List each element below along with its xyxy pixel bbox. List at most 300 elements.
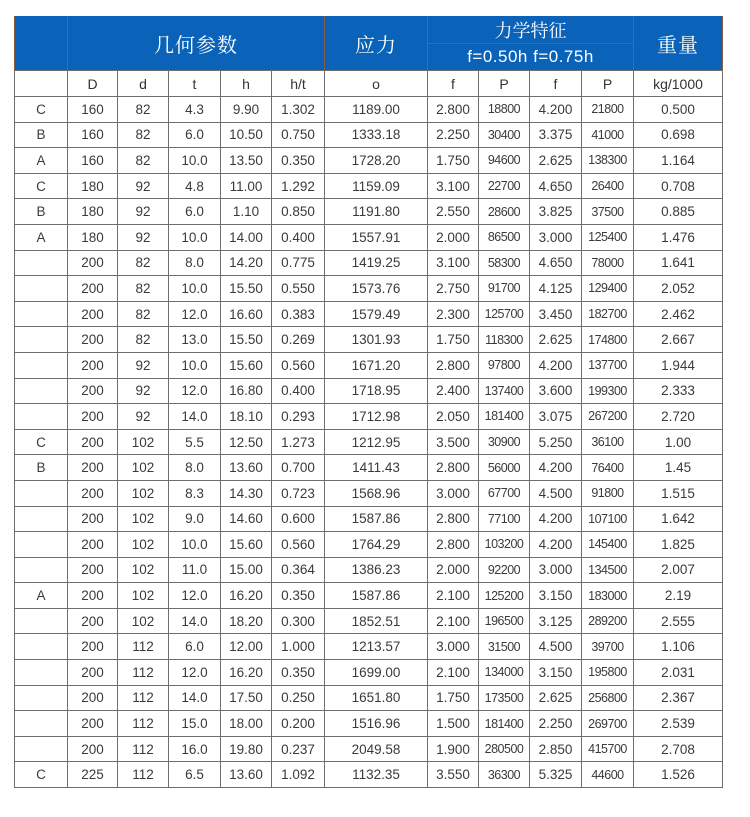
cell-ht: 0.200 <box>272 711 325 737</box>
cell-D: 180 <box>68 173 118 199</box>
table-row <box>15 327 723 353</box>
cell-f2: 2.250 <box>530 711 582 737</box>
cell-P1: 91700 <box>479 276 530 302</box>
table-row <box>15 506 723 532</box>
cell-d: 102 <box>118 506 169 532</box>
cell-sigma: 1301.93 <box>325 327 428 353</box>
cell-sigma: 1718.95 <box>325 378 428 404</box>
cell-P1: 181400 <box>479 711 530 737</box>
cell-f1: 3.100 <box>428 250 479 276</box>
cell-d: 82 <box>118 122 169 148</box>
cell-f2: 3.000 <box>530 224 582 250</box>
cell-D: 225 <box>68 762 118 788</box>
cell-P1: 28600 <box>479 199 530 225</box>
cell-weight: 2.052 <box>634 276 723 302</box>
cell-P1: 137400 <box>479 378 530 404</box>
cell-h: 12.00 <box>221 634 272 660</box>
cell-t: 12.0 <box>169 301 221 327</box>
cell-d: 102 <box>118 480 169 506</box>
cell-ht: 0.560 <box>272 532 325 558</box>
cell-d: 82 <box>118 148 169 174</box>
cell-h: 9.90 <box>221 97 272 123</box>
cell-f1: 2.050 <box>428 404 479 430</box>
cell-P2: 78000 <box>582 250 634 276</box>
table-body <box>15 97 723 788</box>
cell-t: 10.0 <box>169 224 221 250</box>
cell-t: 4.8 <box>169 173 221 199</box>
cell-d: 92 <box>118 173 169 199</box>
cell-P2: 107100 <box>582 506 634 532</box>
cell-D: 200 <box>68 429 118 455</box>
table-row <box>15 455 723 481</box>
cell-weight: 2.462 <box>634 301 723 327</box>
cell-P2: 267200 <box>582 404 634 430</box>
cell-t: 14.0 <box>169 685 221 711</box>
cell-d: 102 <box>118 532 169 558</box>
cell-P1: 125700 <box>479 301 530 327</box>
cell-ht: 0.300 <box>272 608 325 634</box>
cell-ht: 0.237 <box>272 736 325 762</box>
cell-P2: 199300 <box>582 378 634 404</box>
cell-sigma: 2049.58 <box>325 736 428 762</box>
cell-D: 200 <box>68 685 118 711</box>
cell-d: 112 <box>118 736 169 762</box>
cell-h: 1.10 <box>221 199 272 225</box>
cell-h: 18.10 <box>221 404 272 430</box>
cell-series: C <box>15 173 68 199</box>
cell-D: 200 <box>68 352 118 378</box>
cell-P1: 58300 <box>479 250 530 276</box>
cell-sigma: 1213.57 <box>325 634 428 660</box>
table-row <box>15 199 723 225</box>
cell-D: 200 <box>68 711 118 737</box>
cell-sigma: 1411.43 <box>325 455 428 481</box>
table-row <box>15 97 723 123</box>
cell-series <box>15 557 68 583</box>
cell-f2: 3.825 <box>530 199 582 225</box>
cell-ht: 0.700 <box>272 455 325 481</box>
cell-D: 200 <box>68 608 118 634</box>
cell-h: 14.00 <box>221 224 272 250</box>
cell-d: 102 <box>118 608 169 634</box>
cell-ht: 0.364 <box>272 557 325 583</box>
cell-h: 19.80 <box>221 736 272 762</box>
cell-sigma: 1728.20 <box>325 148 428 174</box>
cell-P1: 94600 <box>479 148 530 174</box>
table-row <box>15 711 723 737</box>
cell-D: 160 <box>68 122 118 148</box>
cell-sigma: 1386.23 <box>325 557 428 583</box>
header-mechanics: 力学特征 <box>428 16 634 44</box>
cell-P1: 31500 <box>479 634 530 660</box>
cell-weight: 2.667 <box>634 327 723 353</box>
cell-d: 82 <box>118 276 169 302</box>
header-stress: 应力 <box>325 16 428 71</box>
cell-f1: 3.000 <box>428 480 479 506</box>
cell-h: 15.00 <box>221 557 272 583</box>
cell-ht: 0.550 <box>272 276 325 302</box>
cell-P1: 134000 <box>479 660 530 686</box>
table-row <box>15 634 723 660</box>
cell-f2: 4.200 <box>530 532 582 558</box>
cell-P2: 137700 <box>582 352 634 378</box>
cell-t: 6.0 <box>169 122 221 148</box>
cell-d: 92 <box>118 404 169 430</box>
cell-sigma: 1579.49 <box>325 301 428 327</box>
cell-sigma: 1516.96 <box>325 711 428 737</box>
cell-weight: 1.00 <box>634 429 723 455</box>
cell-f2: 4.200 <box>530 352 582 378</box>
cell-h: 15.60 <box>221 352 272 378</box>
cell-t: 8.3 <box>169 480 221 506</box>
cell-d: 112 <box>118 711 169 737</box>
cell-sigma: 1573.76 <box>325 276 428 302</box>
cell-sigma: 1852.51 <box>325 608 428 634</box>
cell-h: 11.00 <box>221 173 272 199</box>
cell-t: 15.0 <box>169 711 221 737</box>
cell-D: 200 <box>68 660 118 686</box>
cell-D: 200 <box>68 455 118 481</box>
cell-weight: 0.708 <box>634 173 723 199</box>
cell-h: 16.60 <box>221 301 272 327</box>
cell-f2: 4.200 <box>530 455 582 481</box>
table-row <box>15 736 723 762</box>
cell-sigma: 1212.95 <box>325 429 428 455</box>
cell-f2: 2.625 <box>530 685 582 711</box>
cell-series <box>15 608 68 634</box>
header-weight: 重量 <box>634 16 723 71</box>
cell-series <box>15 276 68 302</box>
cell-d: 82 <box>118 250 169 276</box>
cell-series <box>15 404 68 430</box>
cell-t: 10.0 <box>169 352 221 378</box>
cell-weight: 2.031 <box>634 660 723 686</box>
cell-P1: 67700 <box>479 480 530 506</box>
cell-sigma: 1651.80 <box>325 685 428 711</box>
cell-P2: 36100 <box>582 429 634 455</box>
table-row <box>15 762 723 788</box>
cell-series: C <box>15 762 68 788</box>
cell-sigma: 1333.18 <box>325 122 428 148</box>
cell-t: 6.0 <box>169 199 221 225</box>
cell-P2: 134500 <box>582 557 634 583</box>
cell-series <box>15 660 68 686</box>
cell-f1: 2.800 <box>428 352 479 378</box>
cell-D: 160 <box>68 97 118 123</box>
cell-weight: 0.885 <box>634 199 723 225</box>
cell-D: 180 <box>68 224 118 250</box>
cell-P1: 181400 <box>479 404 530 430</box>
cell-d: 112 <box>118 660 169 686</box>
cell-f1: 2.800 <box>428 506 479 532</box>
table-row <box>15 608 723 634</box>
cell-series: C <box>15 429 68 455</box>
cell-h: 13.60 <box>221 762 272 788</box>
cell-P2: 183000 <box>582 583 634 609</box>
cell-series: C <box>15 97 68 123</box>
cell-sigma: 1699.00 <box>325 660 428 686</box>
cell-h: 18.00 <box>221 711 272 737</box>
cell-series <box>15 634 68 660</box>
cell-h: 14.60 <box>221 506 272 532</box>
cell-P2: 145400 <box>582 532 634 558</box>
header-geometry: 几何参数 <box>68 16 325 71</box>
cell-f2: 4.500 <box>530 480 582 506</box>
cell-f1: 2.550 <box>428 199 479 225</box>
cell-P1: 36300 <box>479 762 530 788</box>
cell-d: 112 <box>118 685 169 711</box>
unit-ht: h/t <box>272 71 325 97</box>
cell-P2: 415700 <box>582 736 634 762</box>
cell-P1: 97800 <box>479 352 530 378</box>
cell-d: 102 <box>118 557 169 583</box>
cell-h: 16.20 <box>221 660 272 686</box>
cell-series <box>15 506 68 532</box>
cell-P2: 289200 <box>582 608 634 634</box>
cell-d: 112 <box>118 634 169 660</box>
cell-sigma: 1191.80 <box>325 199 428 225</box>
cell-t: 8.0 <box>169 250 221 276</box>
cell-series <box>15 480 68 506</box>
cell-ht: 0.750 <box>272 122 325 148</box>
cell-weight: 1.515 <box>634 480 723 506</box>
cell-P1: 22700 <box>479 173 530 199</box>
cell-series: B <box>15 199 68 225</box>
cell-P2: 125400 <box>582 224 634 250</box>
units-row <box>15 71 723 97</box>
cell-f1: 2.100 <box>428 660 479 686</box>
table-row <box>15 685 723 711</box>
cell-P2: 39700 <box>582 634 634 660</box>
cell-f2: 4.125 <box>530 276 582 302</box>
cell-sigma: 1132.35 <box>325 762 428 788</box>
cell-weight: 1.106 <box>634 634 723 660</box>
cell-series: A <box>15 224 68 250</box>
cell-series <box>15 378 68 404</box>
cell-P2: 195800 <box>582 660 634 686</box>
cell-f1: 2.000 <box>428 557 479 583</box>
cell-t: 5.5 <box>169 429 221 455</box>
table-row <box>15 352 723 378</box>
table-row <box>15 378 723 404</box>
cell-f1: 3.100 <box>428 173 479 199</box>
cell-P1: 280500 <box>479 736 530 762</box>
cell-h: 16.80 <box>221 378 272 404</box>
cell-D: 160 <box>68 148 118 174</box>
unit-f1: f <box>428 71 479 97</box>
cell-ht: 0.400 <box>272 224 325 250</box>
cell-D: 200 <box>68 327 118 353</box>
cell-weight: 1.825 <box>634 532 723 558</box>
cell-t: 9.0 <box>169 506 221 532</box>
table-row <box>15 583 723 609</box>
cell-f2: 3.075 <box>530 404 582 430</box>
table-row <box>15 404 723 430</box>
cell-series: B <box>15 455 68 481</box>
disc-spring-spec-table <box>14 16 723 788</box>
cell-f1: 2.750 <box>428 276 479 302</box>
cell-weight: 1.944 <box>634 352 723 378</box>
cell-D: 200 <box>68 557 118 583</box>
cell-sigma: 1587.86 <box>325 506 428 532</box>
cell-d: 92 <box>118 378 169 404</box>
cell-D: 200 <box>68 250 118 276</box>
cell-f2: 2.625 <box>530 327 582 353</box>
cell-f1: 2.000 <box>428 224 479 250</box>
cell-f1: 1.750 <box>428 685 479 711</box>
cell-f1: 1.750 <box>428 148 479 174</box>
cell-P2: 256800 <box>582 685 634 711</box>
table-row <box>15 660 723 686</box>
unit-series <box>15 71 68 97</box>
cell-D: 180 <box>68 199 118 225</box>
cell-sigma: 1671.20 <box>325 352 428 378</box>
cell-f1: 2.400 <box>428 378 479 404</box>
cell-weight: 2.539 <box>634 711 723 737</box>
cell-ht: 0.383 <box>272 301 325 327</box>
cell-ht: 0.269 <box>272 327 325 353</box>
cell-D: 200 <box>68 404 118 430</box>
cell-h: 16.20 <box>221 583 272 609</box>
cell-f2: 3.375 <box>530 122 582 148</box>
cell-t: 12.0 <box>169 660 221 686</box>
cell-series <box>15 711 68 737</box>
cell-P2: 21800 <box>582 97 634 123</box>
cell-D: 200 <box>68 276 118 302</box>
cell-sigma: 1159.09 <box>325 173 428 199</box>
table-row <box>15 480 723 506</box>
table-row <box>15 173 723 199</box>
cell-sigma: 1419.25 <box>325 250 428 276</box>
cell-P2: 37500 <box>582 199 634 225</box>
cell-P1: 103200 <box>479 532 530 558</box>
cell-P1: 56000 <box>479 455 530 481</box>
cell-f2: 5.250 <box>530 429 582 455</box>
cell-sigma: 1568.96 <box>325 480 428 506</box>
cell-h: 10.50 <box>221 122 272 148</box>
unit-weight: kg/1000 <box>634 71 723 97</box>
cell-ht: 1.292 <box>272 173 325 199</box>
cell-D: 200 <box>68 532 118 558</box>
cell-weight: 2.007 <box>634 557 723 583</box>
cell-t: 4.3 <box>169 97 221 123</box>
cell-ht: 0.723 <box>272 480 325 506</box>
cell-f1: 1.900 <box>428 736 479 762</box>
cell-weight: 1.476 <box>634 224 723 250</box>
cell-ht: 0.775 <box>272 250 325 276</box>
cell-P1: 77100 <box>479 506 530 532</box>
cell-ht: 0.560 <box>272 352 325 378</box>
cell-sigma: 1587.86 <box>325 583 428 609</box>
cell-t: 13.0 <box>169 327 221 353</box>
cell-t: 10.0 <box>169 276 221 302</box>
cell-f1: 2.800 <box>428 455 479 481</box>
cell-f1: 3.500 <box>428 429 479 455</box>
cell-D: 200 <box>68 736 118 762</box>
cell-h: 15.50 <box>221 327 272 353</box>
cell-t: 6.0 <box>169 634 221 660</box>
cell-d: 92 <box>118 199 169 225</box>
cell-f1: 3.000 <box>428 634 479 660</box>
header-row-top <box>15 16 723 44</box>
unit-sigma: o <box>325 71 428 97</box>
cell-P2: 174800 <box>582 327 634 353</box>
cell-D: 200 <box>68 583 118 609</box>
cell-P1: 118300 <box>479 327 530 353</box>
table-row <box>15 557 723 583</box>
cell-weight: 2.555 <box>634 608 723 634</box>
cell-t: 10.0 <box>169 148 221 174</box>
cell-P1: 30900 <box>479 429 530 455</box>
cell-weight: 1.641 <box>634 250 723 276</box>
cell-d: 92 <box>118 352 169 378</box>
cell-P2: 41000 <box>582 122 634 148</box>
cell-t: 14.0 <box>169 608 221 634</box>
cell-h: 15.60 <box>221 532 272 558</box>
cell-P2: 76400 <box>582 455 634 481</box>
unit-h: h <box>221 71 272 97</box>
cell-ht: 1.092 <box>272 762 325 788</box>
cell-series <box>15 352 68 378</box>
cell-ht: 0.350 <box>272 148 325 174</box>
cell-t: 12.0 <box>169 583 221 609</box>
cell-weight: 1.642 <box>634 506 723 532</box>
cell-f1: 2.800 <box>428 97 479 123</box>
table-row <box>15 122 723 148</box>
cell-ht: 1.273 <box>272 429 325 455</box>
cell-P2: 182700 <box>582 301 634 327</box>
cell-ht: 0.600 <box>272 506 325 532</box>
cell-sigma: 1712.98 <box>325 404 428 430</box>
cell-f1: 3.550 <box>428 762 479 788</box>
cell-series: B <box>15 122 68 148</box>
cell-series <box>15 685 68 711</box>
header-series-blank <box>15 16 68 71</box>
cell-h: 18.20 <box>221 608 272 634</box>
cell-f2: 4.200 <box>530 97 582 123</box>
cell-f1: 2.250 <box>428 122 479 148</box>
cell-h: 14.20 <box>221 250 272 276</box>
cell-P2: 138300 <box>582 148 634 174</box>
cell-f2: 4.200 <box>530 506 582 532</box>
cell-series <box>15 327 68 353</box>
cell-d: 82 <box>118 327 169 353</box>
cell-P2: 129400 <box>582 276 634 302</box>
cell-sigma: 1189.00 <box>325 97 428 123</box>
cell-f2: 2.625 <box>530 148 582 174</box>
cell-P1: 125200 <box>479 583 530 609</box>
cell-f2: 2.850 <box>530 736 582 762</box>
cell-D: 200 <box>68 506 118 532</box>
cell-sigma: 1764.29 <box>325 532 428 558</box>
cell-weight: 1.164 <box>634 148 723 174</box>
cell-f1: 1.750 <box>428 327 479 353</box>
cell-series <box>15 532 68 558</box>
cell-weight: 2.19 <box>634 583 723 609</box>
cell-f2: 4.650 <box>530 173 582 199</box>
cell-weight: 2.333 <box>634 378 723 404</box>
cell-d: 92 <box>118 224 169 250</box>
cell-weight: 2.720 <box>634 404 723 430</box>
cell-D: 200 <box>68 301 118 327</box>
cell-weight: 0.698 <box>634 122 723 148</box>
cell-f1: 2.800 <box>428 532 479 558</box>
cell-ht: 0.350 <box>272 583 325 609</box>
cell-h: 15.50 <box>221 276 272 302</box>
unit-f2: f <box>530 71 582 97</box>
cell-f2: 3.600 <box>530 378 582 404</box>
table-row <box>15 148 723 174</box>
